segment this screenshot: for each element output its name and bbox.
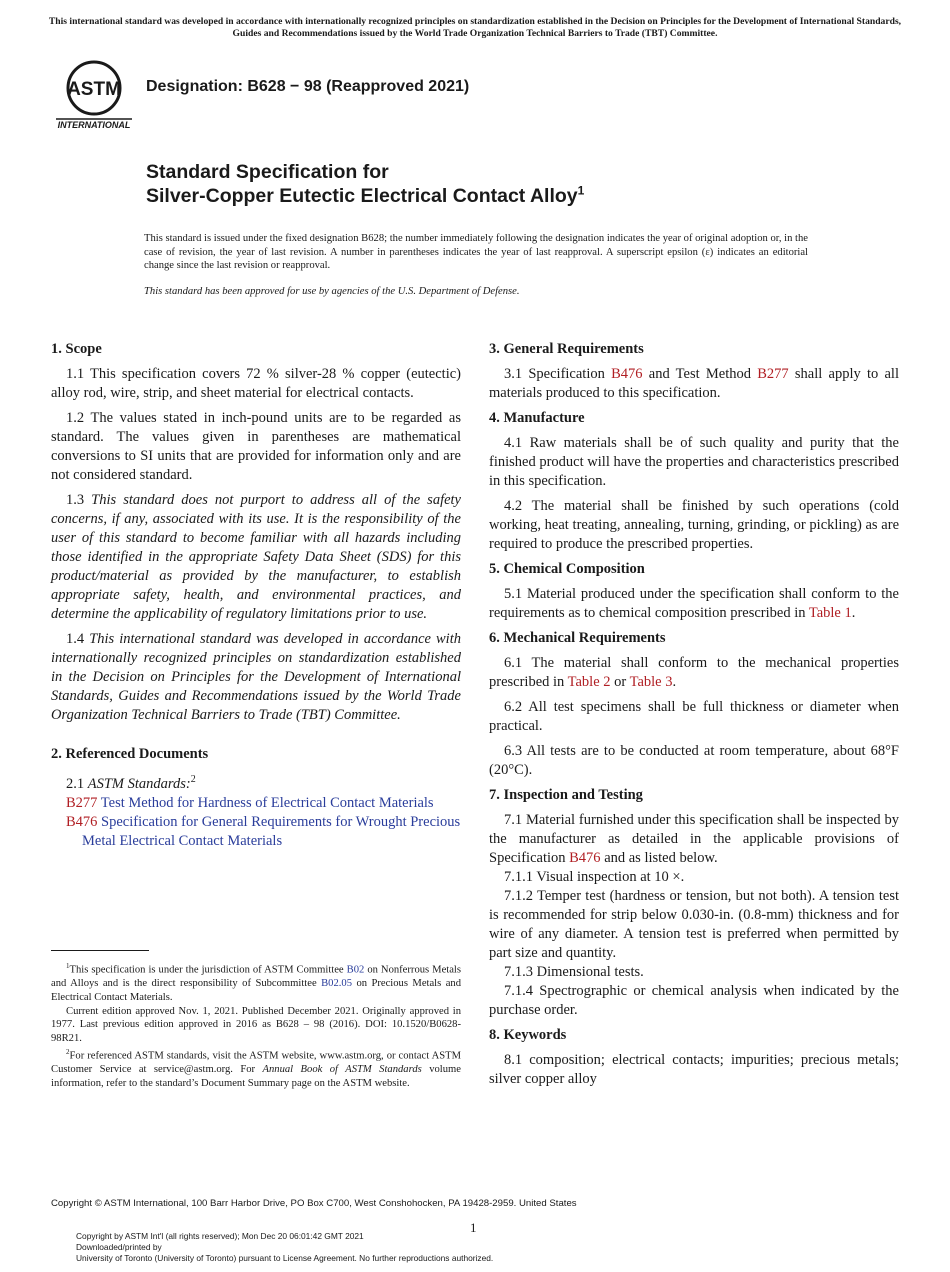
footnotes <box>51 960 461 1090</box>
reference-code[interactable]: B277 <box>66 794 98 811</box>
section-4-heading: 4. Manufacture <box>489 410 585 426</box>
para-7-1-3: 7.1.3 Dimensional tests. <box>504 964 644 980</box>
para-1-3 <box>51 491 461 624</box>
committee-b02-link[interactable]: B02 <box>346 964 365 976</box>
link-table-1[interactable]: Table 1 <box>808 605 852 621</box>
para-3-1-text-b: and Test Method <box>642 366 758 382</box>
reference-title[interactable]: Test Method for Hardness of Electrical Contact Materials <box>100 794 434 811</box>
title-line-1: Standard Specification for <box>146 161 389 183</box>
title-footnote-ref[interactable]: 1 <box>577 183 585 198</box>
astm-logo <box>52 58 136 132</box>
right-column <box>489 340 899 1095</box>
footnote-1 <box>51 960 461 1005</box>
footnote-1-text-b: on Nonferrous Metals and Alloys and is the direct responsibility of Subcommittee <box>51 964 461 990</box>
para-2-1-number: 2.1 <box>66 775 88 792</box>
para-1-3-number: 1.3 <box>66 492 92 508</box>
para-5-1 <box>489 585 899 623</box>
link-b476[interactable]: B476 <box>569 850 601 866</box>
para-1-1: 1.1 This specification covers 72 % silver-28 % copper (eutectic) alloy rod, wire, strip, and sheet material for electrical contacts. <box>51 366 461 401</box>
footnote-1-marker: 1 <box>66 962 70 970</box>
para-1-4-number: 1.4 <box>66 631 90 647</box>
footnote-2-marker: 2 <box>66 1047 70 1056</box>
footnote-2-text-b: volume information, refer to the standard’s Document Summary page on the ASTM website. <box>51 1063 461 1089</box>
section-8-heading: 8. Keywords <box>489 1027 567 1043</box>
para-6-1-text-c: . <box>672 674 677 690</box>
para-1-4 <box>51 630 461 725</box>
download-line-2: Downloaded/printed by <box>76 1242 162 1252</box>
section-3-heading: 3. General Requirements <box>489 341 644 357</box>
para-6-2: 6.2 All test specimens shall be full thickness or diameter when practical. <box>489 699 899 734</box>
para-5-1-text-a: 5.1 Material produced under the specification shall conform to the requirements as to chemical composition prescribed in <box>489 586 899 621</box>
page-number: 1 <box>470 1220 477 1235</box>
section-2-heading: 2. Referenced Documents <box>51 746 209 762</box>
footnote-1-text-c: on Precious Metals and Electrical Contact Materials. <box>51 978 461 1003</box>
para-7-1-4: 7.1.4 Spectrographic or chemical analysis when indicated by the purchase order. <box>489 983 899 1018</box>
para-4-2: 4.2 The material shall be finished by such operations (cold working, heat treating, annealing, turning, grinding, or pickling) as are required to produce the prescribed properties. <box>489 498 899 552</box>
dod-statement: This standard has been approved for use by agencies of the U.S. Department of Defense. <box>144 286 520 297</box>
para-1-2: 1.2 The values stated in inch-pound units are to be regarded as standard. The values given in parentheses are mathematical conversions to SI units that are provided for information only and are not considered standard. <box>51 410 461 483</box>
para-6-1-text-a: 6.1 The material shall conform to the mechanical properties prescribed in <box>489 655 899 690</box>
issuance-statement: This standard is issued under the fixed designation B628; the number immediately following the designation indicates the year of original adoption or, in the case of revision, the year of last revision. A number in parentheses indicates the year of last reapproval. A superscript epsilon (ε) indicates an editorial change since the last revision or reapproval. <box>144 233 808 272</box>
title-line-2-text: Silver-Copper Eutectic Electrical Contact Alloy <box>146 185 578 207</box>
copyright-line: Copyright © ASTM International, 100 Barr Harbor Drive, PO Box C700, West Conshohocken, PA 19428-2959. United States <box>51 1198 577 1209</box>
footnote-2 <box>51 1046 461 1091</box>
para-4-1: 4.1 Raw materials shall be of such quality and purity that the finished product will have the properties and characteristics prescribed in this specification. <box>489 435 899 489</box>
document-title <box>146 160 584 208</box>
edition-note: Current edition approved Nov. 1, 2021. Published December 2021. Originally approved in 1977. Last previous edition approved in 2016 as B628 – 98 (2016). DOI: 10.1520/B0628-98R21. <box>51 1005 461 1045</box>
para-5-1-text-b: . <box>851 605 856 621</box>
reference-b476[interactable] <box>51 813 461 851</box>
section-6-heading: 6. Mechanical Requirements <box>489 630 666 646</box>
para-7-1-2: 7.1.2 Temper test (hardness or tension, but not both). A tension test is recommended for strip below 0.030-in. (0.8-mm) thickness and for wire of any diameter. A tension test is preferred when permitted by part size and quantity. <box>489 888 899 961</box>
footnote-2-text-a: For referenced ASTM standards, visit the ASTM website, www.astm.org, or contact ASTM Customer Service at service@astm.org. For <box>51 1050 461 1075</box>
para-2-1-text: ASTM Standards: <box>87 775 191 792</box>
reference-title[interactable]: Specification for General Requirements for Wrought Precious Metal Electrical Contact Materials <box>82 813 461 849</box>
link-b476[interactable]: B476 <box>611 366 643 382</box>
section-7-heading: 7. Inspection and Testing <box>489 787 643 803</box>
top-notice: This international standard was developed in accordance with internationally recognized principles on standardization established in the Decision on Principles for the Development of International Standards, Guides and Recommendations issued by the World Trade Organization Technical Barriers to Trade (TBT) Committee. <box>48 16 902 39</box>
para-3-1 <box>489 365 899 403</box>
para-7-1-text-b: and as listed below. <box>600 850 718 866</box>
para-1-4-text: This international standard was developed in accordance with internationally recognized principles on standardization established in the Decision on Principles for the Development of International Standards, Guides and Recommendations issued by the World Trade Organization Technical Barriers to Trade (TBT) Committee. <box>51 631 461 723</box>
logo-text: ASTM <box>67 79 121 100</box>
para-2-1 <box>51 770 461 794</box>
link-table-3[interactable]: Table 3 <box>629 674 673 690</box>
para-3-1-text-a: 3.1 Specification <box>504 366 612 382</box>
section-1-heading: 1. Scope <box>51 341 102 357</box>
footnote-divider <box>51 950 149 951</box>
para-8-1: 8.1 composition; electrical contacts; impurities; precious metals; silver copper alloy <box>489 1052 899 1087</box>
download-line-1: Copyright by ASTM Int'l (all rights reserved); Mon Dec 20 06:01:42 GMT 2021 <box>76 1231 364 1241</box>
section-5-heading: 5. Chemical Composition <box>489 561 645 577</box>
reference-b277[interactable] <box>51 794 461 813</box>
link-b277[interactable]: B277 <box>757 366 789 382</box>
download-notice <box>76 1231 493 1264</box>
para-1-3-text: This standard does not purport to address all of the safety concerns, if any, associated with its use. It is the responsibility of the user of this standard to become familiar with all hazards including those identified in the appropriate Safety Data Sheet (SDS) for this product/material as provided by the manufacturer, to establish appropriate safety, health, and environmental practices, and determine the applicability of regulatory limitations prior to use. <box>51 492 461 622</box>
download-line-3: University of Toronto (University of Toronto) pursuant to License Agreement. No further reproductions authorized. <box>76 1253 494 1263</box>
footnote-1-text-a: This specification is under the jurisdiction of ASTM Committee <box>69 964 347 976</box>
para-6-1 <box>489 654 899 692</box>
left-column <box>51 340 461 851</box>
subcommittee-b0205-link[interactable]: B02.05 <box>321 978 352 990</box>
para-7-1-text-a: 7.1 Material furnished under this specification shall be inspected by the manufacturer as detailed in the applicable provisions of Specification <box>489 812 899 866</box>
logo-subtext: INTERNATIONAL <box>57 120 131 130</box>
reference-code[interactable]: B476 <box>66 813 98 830</box>
title-line-2 <box>146 184 584 208</box>
footnote-ref-2[interactable]: 2 <box>190 774 196 785</box>
para-6-1-text-b: or <box>610 674 630 690</box>
para-3-1-text-c: shall apply to all materials produced to this specification. <box>489 366 899 401</box>
para-6-3: 6.3 All tests are to be conducted at room temperature, about 68°F (20°C). <box>489 743 899 778</box>
footnote-2-book-title: Annual Book of ASTM Standards <box>262 1063 422 1075</box>
link-table-2[interactable]: Table 2 <box>567 674 611 690</box>
para-7-1-1: 7.1.1 Visual inspection at 10 ×. <box>504 869 685 885</box>
designation: Designation: B628 − 98 (Reapproved 2021) <box>146 78 470 95</box>
para-7-1 <box>489 811 899 868</box>
